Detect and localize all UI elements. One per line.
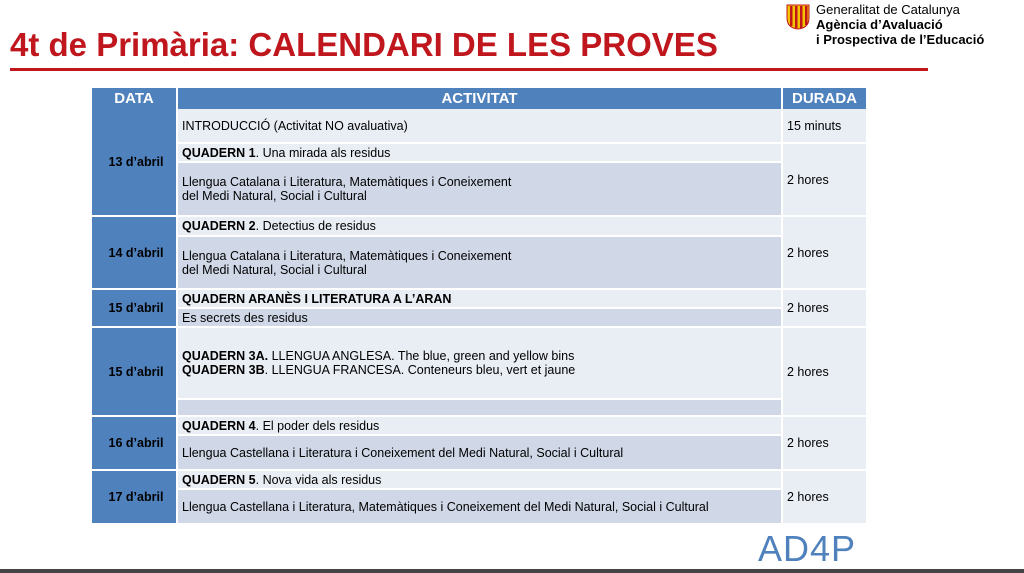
quadern-label: QUADERN 4 — [182, 418, 256, 433]
quadern-title: . LLENGUA FRANCESA. Conteneurs bleu, vert et jaune — [264, 363, 576, 377]
org-line-2: Agència d’Avaluació — [816, 17, 943, 32]
activity-title — [177, 143, 782, 162]
quadern-label: QUADERN 1 — [182, 145, 256, 160]
table-row — [92, 399, 867, 416]
subjects-line-2: del Medi Natural, Social i Cultural — [182, 262, 367, 277]
generalitat-logo — [786, 2, 1022, 48]
duration-cell: 2 hores — [782, 143, 867, 216]
duration-cell: 2 hores — [782, 216, 867, 289]
activity-title — [177, 216, 782, 236]
subjects-line-1: Llengua Catalana i Literatura, Matemàtiques i Coneixement — [182, 175, 512, 189]
duration-cell: 2 hores — [782, 470, 867, 524]
quadern-label: QUADERN 2 — [182, 219, 256, 233]
activity-title — [177, 416, 782, 435]
table-row — [92, 236, 867, 289]
activity-title: QUADERN ARANÈS I LITERATURA A L’ARAN — [177, 289, 782, 308]
subjects-line-2: del Medi Natural, Social i Cultural — [182, 189, 367, 203]
date-cell: 16 d’abril — [92, 416, 177, 470]
quadern-label: QUADERN 3B — [182, 363, 265, 377]
org-line-3: i Prospectiva de l’Educació — [816, 32, 985, 47]
activity-title — [177, 470, 782, 489]
table-row — [92, 470, 867, 489]
quadern-title: LLENGUA ANGLESA. The blue, green and yellow bins — [268, 349, 575, 363]
duration-cell: 2 hores — [782, 327, 867, 416]
table-row — [92, 289, 867, 308]
table-row — [92, 143, 867, 162]
activity-subjects: Llengua Castellana i Literatura i Coneixement del Medi Natural, Social i Cultural — [177, 435, 782, 470]
header-activity: ACTIVITAT — [177, 88, 782, 109]
table-row — [92, 489, 867, 524]
org-name — [816, 2, 984, 47]
footer-divider — [0, 569, 1024, 573]
subjects-line-1: Llengua Catalana i Literatura, Matemàtiques i Coneixement — [182, 248, 512, 263]
date-cell: 13 d’abril — [92, 109, 177, 216]
activity-subjects: Llengua Castellana i Literatura, Matemàtiques i Coneixement del Medi Natural, Social i Cultural — [177, 489, 782, 524]
quadern-label: QUADERN 3A. — [182, 349, 269, 363]
date-cell: 17 d’abril — [92, 470, 177, 524]
duration-cell: 2 hores — [782, 289, 867, 327]
calendar-table — [92, 88, 868, 525]
quadern-label: QUADERN 5 — [182, 472, 256, 487]
quadern-3b — [182, 363, 781, 377]
quadern-title: . Detectius de residus — [255, 219, 376, 233]
table-row — [92, 109, 867, 143]
header-date: DATA — [92, 88, 177, 109]
page-title: 4t de Primària: CALENDARI DE LES PROVES — [10, 26, 718, 63]
table-row — [92, 308, 867, 327]
duration-cell: 2 hores — [782, 416, 867, 470]
quadern-3a — [182, 349, 781, 363]
quadern-title: . Una mirada als residus — [255, 145, 391, 160]
title-underline — [10, 68, 928, 71]
header-duration: DURADA — [782, 88, 867, 109]
date-cell: 15 d’abril — [92, 327, 177, 416]
activity-subjects — [177, 236, 782, 289]
table-row — [92, 416, 867, 435]
org-line-1: Generalitat de Catalunya — [816, 2, 960, 17]
brand-logo: AD4P — [758, 528, 857, 569]
table-row — [92, 162, 867, 216]
date-cell: 14 d’abril — [92, 216, 177, 289]
table-row — [92, 435, 867, 470]
date-cell: 15 d’abril — [92, 289, 177, 327]
table-header-row — [92, 88, 867, 109]
table-row — [92, 327, 867, 399]
senyera-icon — [786, 4, 810, 30]
duration-cell: 15 minuts — [782, 109, 867, 143]
activity-languages — [177, 327, 782, 399]
activity-empty — [177, 399, 782, 416]
activity-subtitle: Es secrets des residus — [177, 308, 782, 327]
quadern-title: . El poder dels residus — [255, 418, 380, 433]
quadern-title: . Nova vida als residus — [255, 472, 382, 487]
table-row — [92, 216, 867, 236]
activity-subjects — [177, 162, 782, 216]
activity-intro: INTRODUCCIÓ (Activitat NO avaluativa) — [177, 109, 782, 143]
